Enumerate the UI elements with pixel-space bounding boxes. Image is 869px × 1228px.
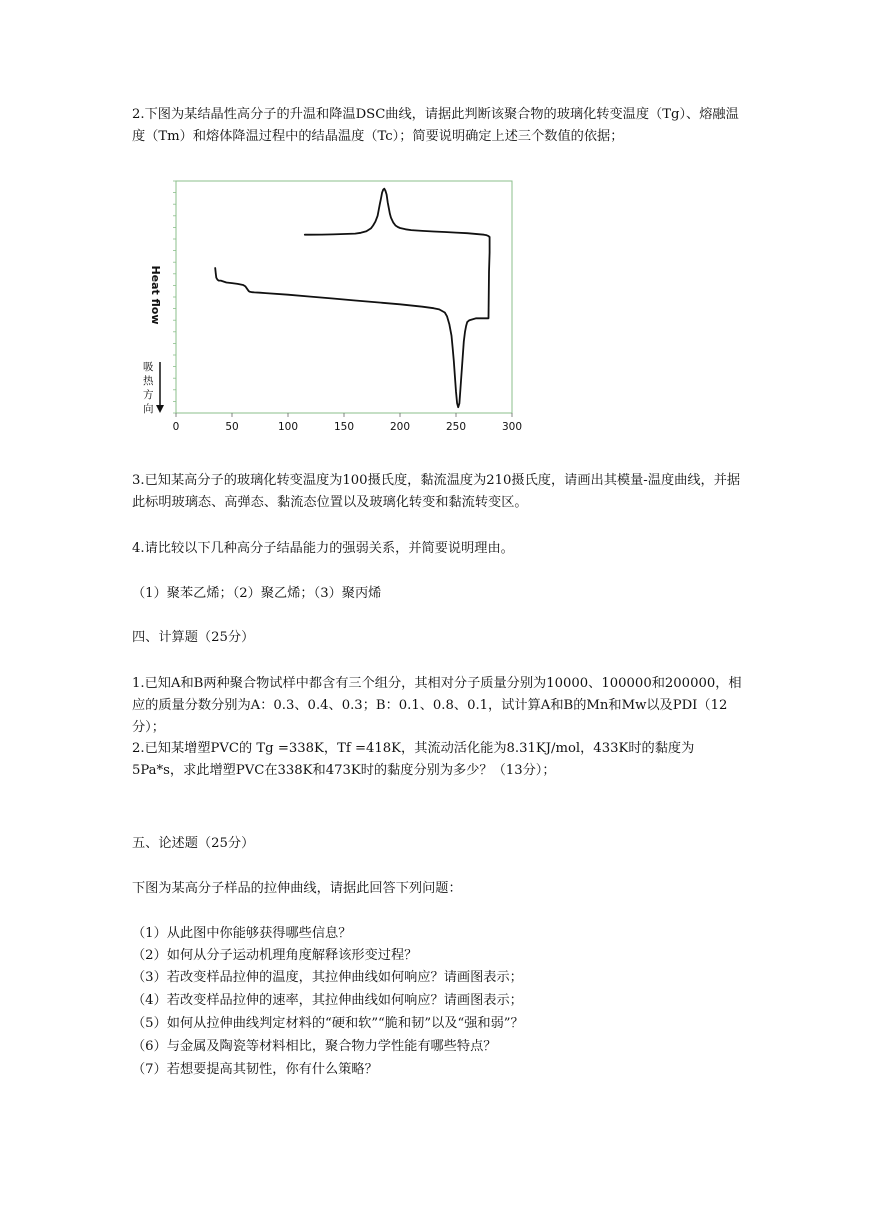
question-4-options: （1）聚苯乙烯；（2）聚乙烯；（3）聚丙烯: [132, 586, 382, 601]
dsc-chart: [130, 172, 530, 442]
x-axis-ticks: [173, 413, 522, 433]
essay-intro: 下图为某高分子样品的拉伸曲线，请据此回答下列问题：: [132, 881, 462, 896]
section-4-title: 四、计算题（25分）: [132, 630, 255, 645]
x-tick-label: 300: [501, 421, 523, 433]
dsc-curves: [215, 189, 489, 408]
x-tick-label: 250: [445, 421, 467, 433]
calc-question-1: 1.已知A和B两种聚合物试样中都含有三个组分，其相对分子质量分别为10000、100000和200000，相应的质量分数分别为A：0.3、0.4、0.3；B：0.1、0.8、0.1，试计算A和B的Mn和Mw以及PDI（12分）；: [132, 676, 742, 735]
endothermic-direction-label: [143, 361, 154, 415]
x-tick-label: 0: [172, 421, 180, 433]
arrow-label-char-1: 吸: [143, 361, 154, 373]
essay-item-5: （5）如何从拉伸曲线判定材料的“硬和软”“脆和韧”以及“强和弱”？: [132, 1016, 524, 1031]
question-2-text: 2.下图为某结晶性高分子的升温和降温DSC曲线，请据此判断该聚合物的玻璃化转变温度（Tg）、熔融温度（Tm）和熔体降温过程中的结晶温度（Tc）；简要说明确定上述三个数值的依据；: [132, 107, 739, 144]
essay-item-7: （7）若想要提高其韧性，你有什么策略？: [132, 1062, 378, 1077]
x-tick-label: 150: [333, 421, 355, 433]
down-arrow-icon: [156, 362, 164, 413]
y-axis-label: Heat flow: [149, 265, 162, 325]
question-4-text: 4.请比较以下几种高分子结晶能力的强弱关系，并简要说明理由。: [132, 541, 514, 556]
arrow-label-char-4: 向: [143, 403, 154, 415]
x-tick-label: 100: [277, 421, 299, 433]
question-3-text: 3.已知某高分子的玻璃化转变温度为100摄氏度，黏流温度为210摄氏度，请画出其模量-温度曲线，并据此标明玻璃态、高弹态、黏流态位置以及玻璃化转变和黏流转变区。: [132, 473, 741, 510]
section-5-title: 五、论述题（25分）: [132, 836, 255, 851]
essay-item-6: （6）与金属及陶瓷等材料相比，聚合物力学性能有哪些特点？: [132, 1039, 497, 1054]
essay-item-1: （1）从此图中你能够获得哪些信息？: [132, 926, 352, 941]
essay-item-4: （4）若改变样品拉伸的速率，其拉伸曲线如何响应？请画图表示；: [132, 993, 523, 1008]
essay-item-2: （2）如何从分子运动机理角度解释该形变过程？: [132, 948, 418, 963]
arrow-label-char-2: 热: [143, 375, 154, 387]
arrow-label-char-3: 方: [143, 389, 154, 401]
x-tick-label: 50: [225, 421, 239, 433]
calc-question-2: 2.已知某增塑PVC的 Tg =338K，Tf =418K，其流动活化能为8.31KJ/mol，433K时的黏度为5Pa*s，求此增塑PVC在338K和473K时的黏度分别为多少？（13分）；: [132, 741, 695, 778]
cooling-curve: [305, 189, 490, 237]
x-tick-label: 200: [389, 421, 411, 433]
essay-item-3: （3）若改变样品拉伸的温度，其拉伸曲线如何响应？请画图表示；: [132, 970, 523, 985]
heating-curve: [215, 237, 489, 407]
